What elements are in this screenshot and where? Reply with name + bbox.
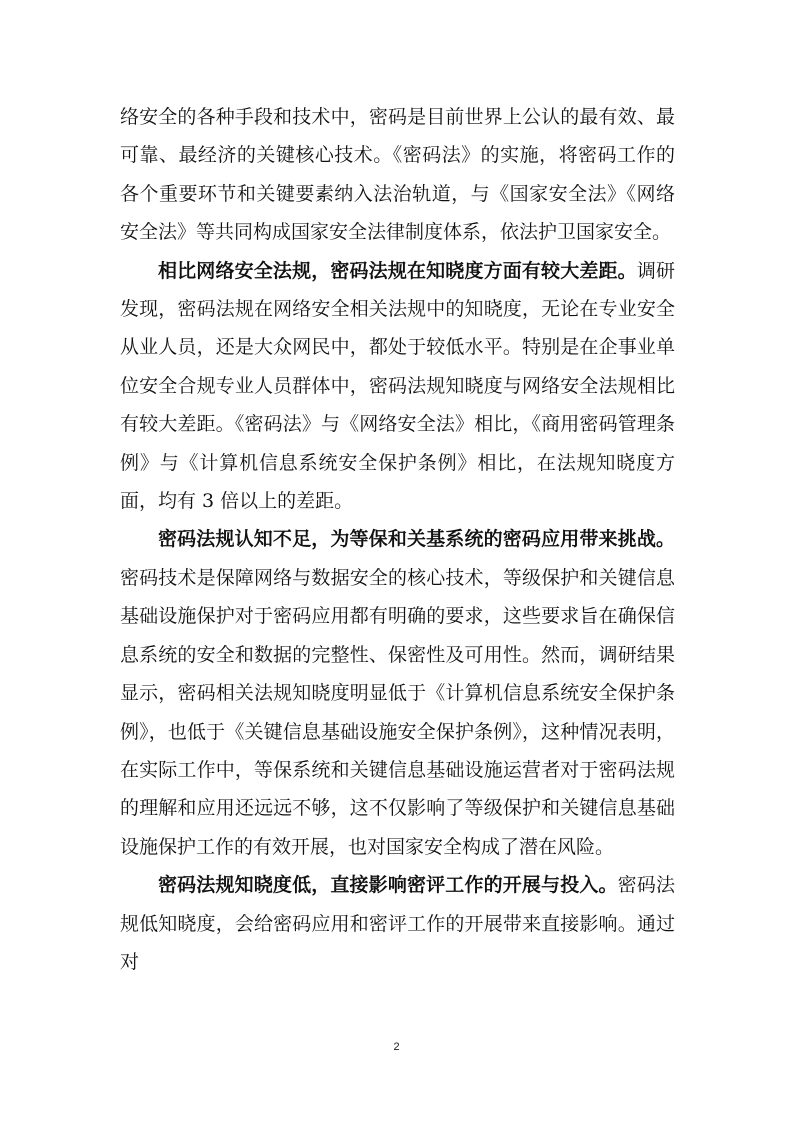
paragraph-4 <box>120 866 675 981</box>
paragraph-2-text: 调研发现，密码法规在网络安全相关法规中的知晓度，无论在专业安全从业人员，还是大众网民中，都处于较低水平。特别是在企事业单位安全合规专业人员群体中，密码法规知晓度与网络安全法规相比有较大差距。《密码法》与《网络安全法》相比，《商用密码管理条例》与《计算机信息系统安全保护条例》相比，在法规知晓度方面，均有 3 倍以上的差距。 <box>120 259 675 513</box>
paragraph-3-lead: 密码法规认知不足，为等保和关基系统的密码应用带来挑战。 <box>158 528 675 551</box>
paragraph-2 <box>120 252 675 521</box>
paragraph-2-lead: 相比网络安全法规，密码法规在知晓度方面有较大差距。 <box>158 259 637 282</box>
paragraph-4-lead: 密码法规知晓度低，直接影响密评工作的开展与投入。 <box>158 874 618 897</box>
document-body <box>120 98 675 981</box>
page-number: 2 <box>393 1041 400 1053</box>
paragraph-4-text: 密码法规低知晓度，会给密码应用和密评工作的开展带来直接影响。通过对 <box>120 874 675 973</box>
paragraph-1 <box>120 98 675 252</box>
paragraph-3-text: 密码技术是保障网络与数据安全的核心技术，等级保护和关键信息基础设施保护对于密码应用都有明确的要求，这些要求旨在确保信息系统的安全和数据的完整性、保密性及可用性。然而，调研结果显示，密码相关法规知晓度明显低于《计算机信息系统安全保护条例》，也低于《关键信息基础设施安全保护条例》，这种情况表明，在实际工作中，等保系统和关键信息基础设施运营者对于密码法规的理解和应用还远远不够，这不仅影响了等级保护和关键信息基础设施保护工作的有效开展，也对国家安全构成了潜在风险。 <box>120 566 675 858</box>
paragraph-3 <box>120 520 675 866</box>
paragraph-1-text: 络安全的各种手段和技术中，密码是目前世界上公认的最有效、最可靠、最经济的关键核心技术。《密码法》的实施，将密码工作的各个重要环节和关键要素纳入法治轨道，与《国家安全法》《网络安全法》等共同构成国家安全法律制度体系，依法护卫国家安全。 <box>120 106 675 244</box>
